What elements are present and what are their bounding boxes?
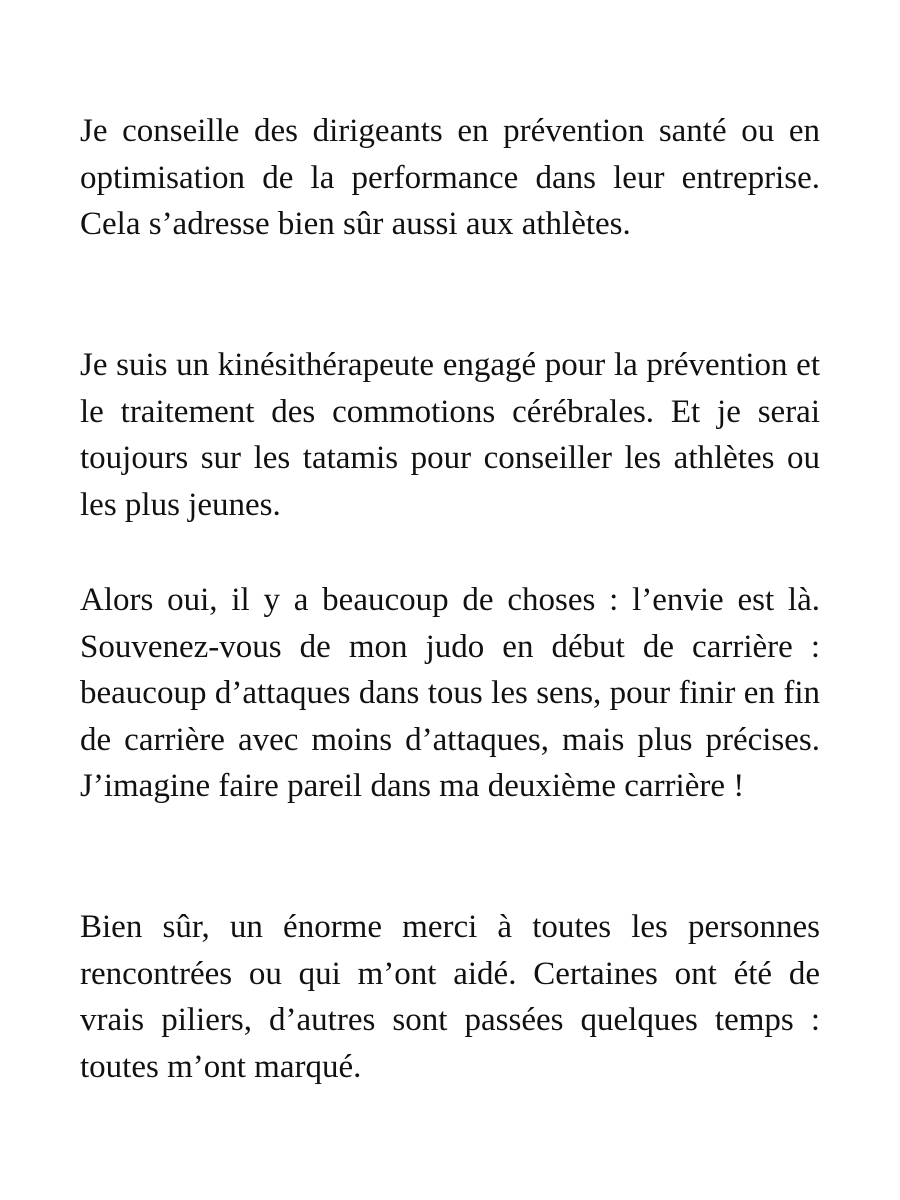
- paragraph-1: Je conseille des dirigeants en prévention santé ou en optimisation de la performance dans leur entreprise. Cela s’adresse bien sûr aussi aux athlètes.: [80, 113, 820, 242]
- paragraph-2: Je suis un kinésithérapeute engagé pour la prévention et le traitement des commotions cérébrales. Et je serai toujours sur les tatamis pour conseiller les athlètes ou les plus jeunes.: [80, 347, 820, 523]
- paragraph-3: Alors oui, il y a beaucoup de choses : l’envie est là. Souvenez-vous de mon judo en début de carrière : beaucoup d’attaques dans tous les sens, pour finir en fin de carrière avec moins d’attaques, mais plus précises. J’imagine faire pareil dans ma deuxième carrière !: [80, 582, 820, 804]
- paragraph-4: Bien sûr, un énorme merci à toutes les personnes rencontrées ou qui m’ont aidé. Certaines ont été de vrais piliers, d’autres sont passées quelques temps : toutes m’ont marqué.: [80, 909, 820, 1085]
